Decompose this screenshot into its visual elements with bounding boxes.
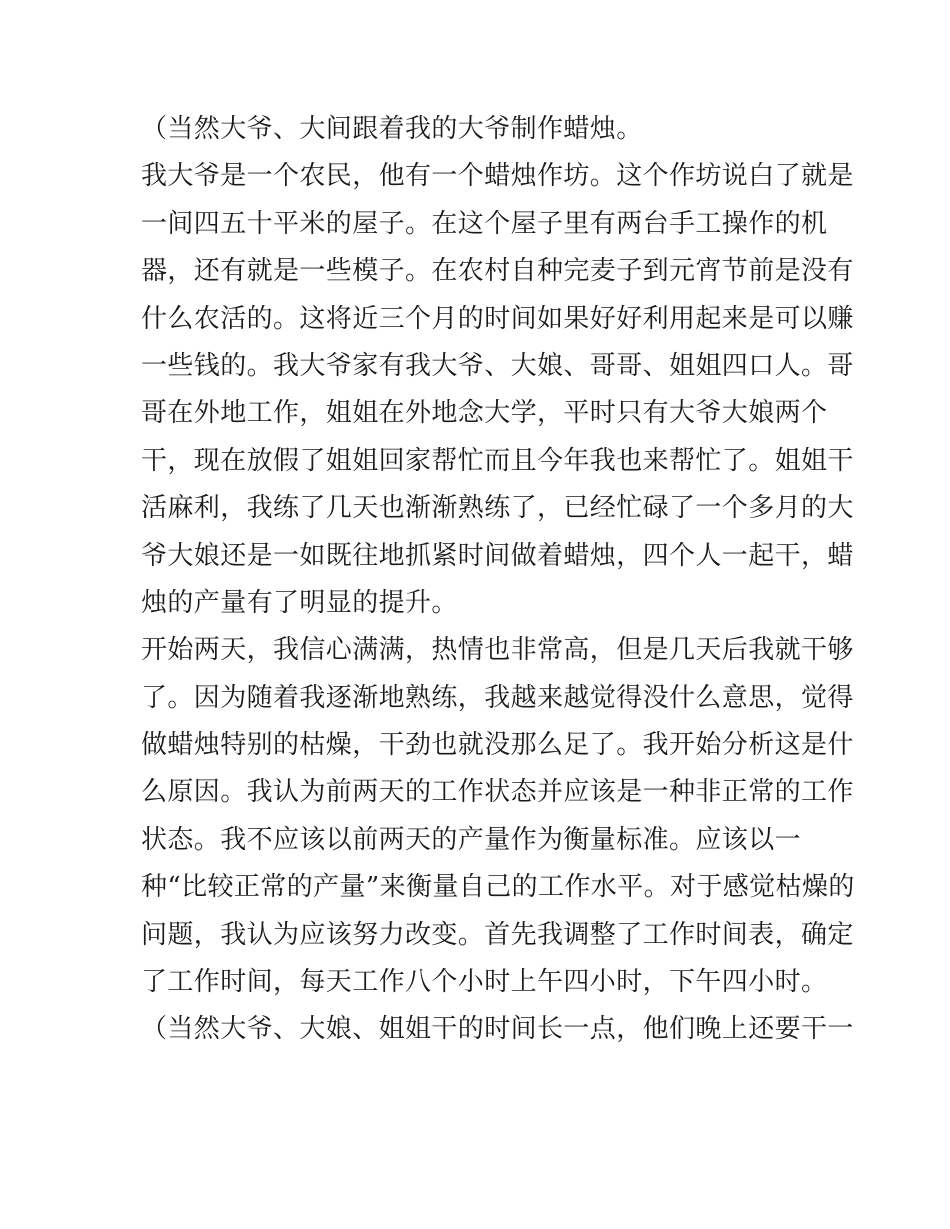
text-line: 开始两天，我信心满满，热情也非常高，但是几天后我就干够: [141, 635, 854, 666]
text-line: 种“比较正常的产量”来衡量自己的工作水平。对于感觉枯燥的: [141, 872, 855, 903]
text-line: 活麻利，我练了几天也渐渐熟练了，已经忙碌了一个多月的大: [141, 493, 854, 524]
text-line: 干，现在放假了姐姐回家帮忙而且今年我也来帮忙了。姐姐干: [141, 445, 854, 476]
text-line: 么原因。我认为前两天的工作状态并应该是一种非正常的工作: [141, 777, 854, 808]
text-line: 做蜡烛特别的枯燥，干劲也就没那么足了。我开始分析这是什: [141, 730, 854, 761]
text-line: 器，还有就是一些模子。在农村自种完麦子到元宵节前是没有: [141, 256, 854, 287]
document-body: [141, 106, 855, 1054]
text-line: 什么农活的。这将近三个月的时间如果好好利用起来是可以赚: [141, 303, 854, 334]
text-line: 一些钱的。我大爷家有我大爷、大娘、哥哥、姐姐四口人。哥: [141, 350, 854, 381]
text-line: 了工作时间，每天工作八个小时上午四小时，下午四小时。: [141, 967, 828, 998]
text-line: 问题，我认为应该努力改变。首先我调整了工作时间表，确定: [141, 919, 854, 950]
text-line: 一间四五十平米的屋子。在这个屋子里有两台手工操作的机: [141, 208, 828, 239]
text-line: 了。因为随着我逐渐地熟练，我越来越觉得没什么意思，觉得: [141, 682, 854, 713]
text-line: （当然大爷、大娘、姐姐干的时间长一点，他们晚上还要干一: [141, 1014, 854, 1045]
text-line: （当然大爷、大间跟着我的大爷制作蜡烛。: [141, 114, 643, 144]
text-line: 烛的产量有了明显的提升。: [141, 587, 458, 618]
text-line: 我大爷是一个农民，他有一个蜡烛作坊。这个作坊说白了就是: [141, 161, 854, 192]
text-line: 状态。我不应该以前两天的产量作为衡量标准。应该以一: [141, 824, 802, 855]
text-line: 哥在外地工作，姐姐在外地念大学，平时只有大爷大娘两个: [141, 398, 828, 429]
text-line: 爷大娘还是一如既往地抓紧时间做着蜡烛，四个人一起干，蜡: [141, 540, 854, 571]
